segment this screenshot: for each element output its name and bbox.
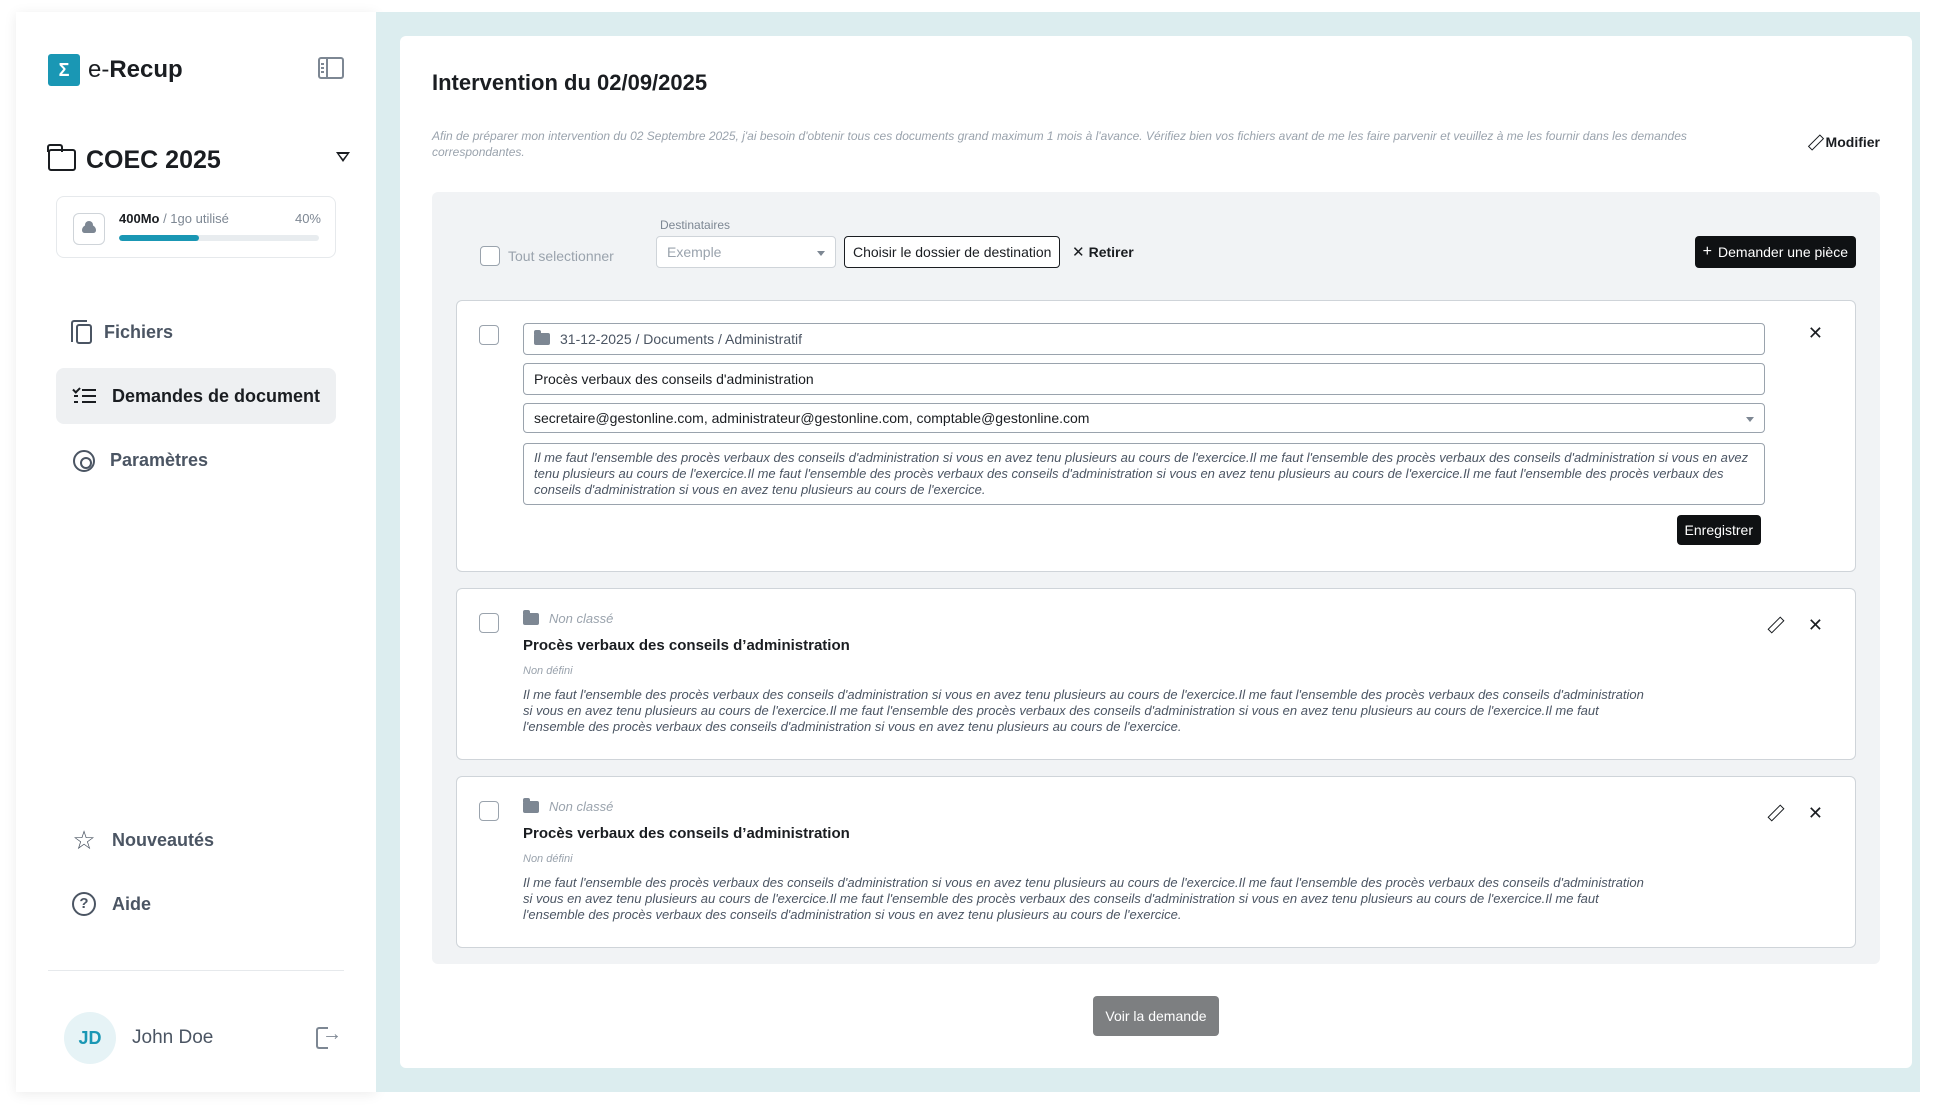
edit-icon[interactable] xyxy=(1767,805,1783,821)
brand-logo[interactable] xyxy=(48,52,348,88)
request-item xyxy=(456,588,1856,760)
folder-icon xyxy=(523,801,539,813)
sidebar-item-label: Nouveautés xyxy=(112,829,215,850)
sidebar-item-news[interactable] xyxy=(56,812,336,868)
user-name: John Doe xyxy=(132,1027,214,1048)
destination-folder-field[interactable] xyxy=(523,323,1765,355)
sidebar-item-label: Aide xyxy=(112,893,152,914)
sidebar-nav-bottom xyxy=(56,812,336,940)
recipients-field[interactable] xyxy=(523,403,1765,433)
user-profile[interactable] xyxy=(64,1012,346,1064)
close-icon[interactable]: ✕ xyxy=(1807,803,1823,823)
sidebar-divider xyxy=(48,970,344,971)
close-icon[interactable]: ✕ xyxy=(1807,323,1823,343)
request-piece-label: Demander une pièce xyxy=(1718,244,1848,260)
select-all-label: Tout selectionner xyxy=(508,248,614,264)
gear-icon xyxy=(73,450,95,472)
item-title: Procès verbaux des conseils d’administration xyxy=(523,637,850,654)
sidebar-nav xyxy=(56,304,336,496)
item-folder xyxy=(523,799,613,814)
logo-mark-icon: Σ xyxy=(48,54,80,86)
help-icon: ? xyxy=(72,892,96,916)
sidebar-item-settings[interactable] xyxy=(56,432,336,488)
sidebar-item-files[interactable] xyxy=(56,304,336,360)
storage-card xyxy=(56,196,336,258)
project-name: COEC 2025 xyxy=(86,145,221,174)
sidebar-item-help[interactable] xyxy=(56,876,336,932)
sidebar-collapse-icon[interactable] xyxy=(318,57,344,79)
item-description: Il me faut l'ensemble des procès verbaux des conseils d'administration si vous en avez tenu plusieurs au cours de l'exercice.Il me faut l'ensemble des procès verbaux des conseils d'administration si vous en avez tenu plusieurs au cours de l'exercice.Il me faut l'ensemble des procès verbaux des conseils d'administration si vous en avez tenu plusieurs au cours de l'exercice.Il me faut l'ensemble des procès verbaux des conseils d'administration si vous en avez tenu plusieurs au cours de l'exercice. xyxy=(523,875,1644,922)
requests-panel xyxy=(432,192,1880,964)
plus-icon: + xyxy=(1702,243,1713,260)
requests-toolbar xyxy=(432,192,1880,292)
caret-down-icon xyxy=(817,251,825,256)
cloud-icon xyxy=(73,213,105,245)
star-icon: ☆ xyxy=(72,825,96,855)
view-request-button[interactable]: Voir la demande xyxy=(1093,996,1219,1036)
request-item-editing xyxy=(456,300,1856,572)
recipients-emails: secretaire@gestonline.com, administrateur@gestonline.com, comptable@gestonline.com xyxy=(534,410,1090,426)
storage-progress-bar xyxy=(119,235,319,241)
close-icon: ✕ xyxy=(1072,244,1085,261)
sidebar-item-label: Demandes de document xyxy=(112,385,321,406)
sidebar-item-label: Paramètres xyxy=(110,449,209,470)
modify-button[interactable] xyxy=(1808,134,1880,150)
avatar: JD xyxy=(64,1012,116,1064)
pencil-icon xyxy=(1808,135,1822,149)
folder-icon xyxy=(48,149,76,171)
remove-label: Retirer xyxy=(1088,244,1134,260)
item-folder xyxy=(523,611,613,626)
page-description: Afin de préparer mon intervention du 02 Septembre 2025, j'ai besoin d'obtenir tous ces documents grand maximum 1 mois à l'avance. Vérifiez bien vos fichiers avant de me les faire parvenir et veuillez à me les fournir dans les demandes correspondantes. xyxy=(432,129,1687,159)
item-checkbox[interactable] xyxy=(479,613,499,633)
folder-icon xyxy=(523,613,539,625)
remove-button[interactable] xyxy=(1072,236,1134,268)
storage-progress-fill xyxy=(119,235,199,241)
item-title: Procès verbaux des conseils d’administration xyxy=(523,825,850,842)
item-checkbox[interactable] xyxy=(479,801,499,821)
choose-folder-button[interactable]: Choisir le dossier de destination xyxy=(844,236,1060,268)
brand-name: e-Recup xyxy=(88,56,183,83)
files-icon xyxy=(76,324,92,344)
main-content xyxy=(400,36,1912,1068)
caret-down-icon xyxy=(1746,417,1754,422)
item-checkbox[interactable] xyxy=(479,325,499,345)
recipients-select[interactable] xyxy=(656,236,836,268)
description-textarea[interactable]: Il me faut l'ensemble des procès verbaux des conseils d'administration si vous en avez tenu plusieurs au cours de l'exercice.Il me faut l'ensemble des procès verbaux des conseils d'administration si vous en avez tenu plusieurs au cours de l'exercice.Il me faut l'ensemble des procès verbaux des conseils d'administration si vous en avez tenu plusieurs au cours de l'exercice.Il me faut l'ensemble des procès verbaux des conseils d'administration si vous en avez tenu plusieurs au cours de l'exercice. xyxy=(523,443,1765,505)
edit-icon[interactable] xyxy=(1767,617,1783,633)
close-icon[interactable]: ✕ xyxy=(1807,615,1823,635)
select-all[interactable] xyxy=(480,246,614,266)
recipients-placeholder: Exemple xyxy=(667,244,722,260)
sidebar-item-label: Fichiers xyxy=(104,321,174,342)
item-folder-label: Non classé xyxy=(549,611,614,626)
folder-icon xyxy=(534,333,550,345)
storage-usage: 400Mo / 1go utilisé xyxy=(119,211,229,226)
sidebar xyxy=(16,12,376,1092)
folder-path: 31-12-2025 / Documents / Administratif xyxy=(560,331,803,347)
recipients-label: Destinataires xyxy=(660,218,731,232)
item-recipients: Non défini xyxy=(523,853,573,865)
item-folder-label: Non classé xyxy=(549,799,614,814)
logout-icon[interactable] xyxy=(316,1027,338,1049)
sidebar-item-document-requests[interactable] xyxy=(56,368,336,424)
modify-label: Modifier xyxy=(1825,134,1880,150)
chevron-down-icon[interactable] xyxy=(336,152,350,162)
title-input[interactable]: Procès verbaux des conseils d'administration xyxy=(523,363,1765,395)
select-all-checkbox[interactable] xyxy=(480,246,500,266)
item-recipients: Non défini xyxy=(523,665,573,677)
save-button[interactable]: Enregistrer xyxy=(1677,515,1761,545)
checklist-icon xyxy=(72,384,96,408)
page-title: Intervention du 02/09/2025 xyxy=(432,70,708,95)
storage-percent: 40% xyxy=(294,211,321,226)
request-item xyxy=(456,776,1856,948)
project-selector[interactable] xyxy=(48,142,360,178)
item-description: Il me faut l'ensemble des procès verbaux des conseils d'administration si vous en avez tenu plusieurs au cours de l'exercice.Il me faut l'ensemble des procès verbaux des conseils d'administration si vous en avez tenu plusieurs au cours de l'exercice.Il me faut l'ensemble des procès verbaux des conseils d'administration si vous en avez tenu plusieurs au cours de l'exercice.Il me faut l'ensemble des procès verbaux des conseils d'administration si vous en avez tenu plusieurs au cours de l'exercice. xyxy=(523,687,1644,734)
request-piece-button[interactable] xyxy=(1695,236,1856,268)
